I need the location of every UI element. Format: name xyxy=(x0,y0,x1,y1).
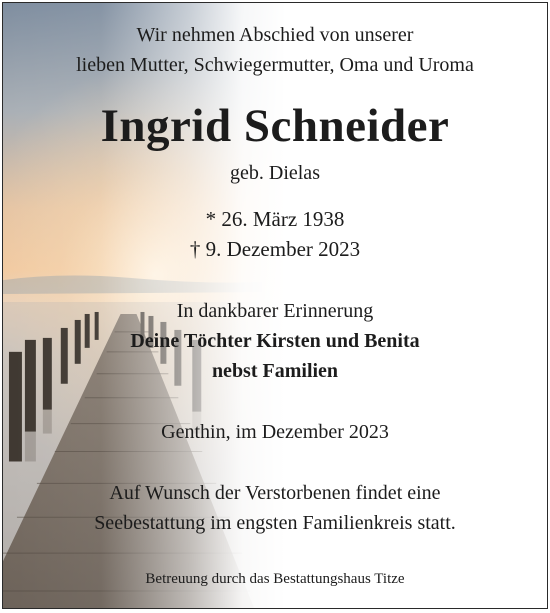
death-date: † 9. Dezember 2023 xyxy=(189,237,361,261)
birth-date: * 26. März 1938 xyxy=(205,207,345,231)
deceased-name: Ingrid Schneider xyxy=(100,100,450,152)
mourners-families: nebst Familien xyxy=(211,360,339,382)
funeral-note-line-1: Auf Wunsch der Verstorbenen findet eine xyxy=(109,482,441,504)
intro-line-1: Wir nehmen Abschied von unserer xyxy=(136,24,414,46)
obituary-card xyxy=(2,2,548,609)
intro-line-2: lieben Mutter, Schwiegermutter, Oma und Uroma xyxy=(76,54,474,76)
obituary-text xyxy=(3,3,547,608)
memory-line: In dankbarer Erinnerung xyxy=(176,300,374,322)
funeral-home-credit: Betreuung durch das Bestattungshaus Titze xyxy=(145,571,405,587)
place-date: Genthin, im Dezember 2023 xyxy=(161,421,389,443)
maiden-name: geb. Dielas xyxy=(230,162,320,184)
mourners-names: Deine Töchter Kirsten und Benita xyxy=(130,330,420,352)
funeral-note-line-2: Seebestattung im engsten Familienkreis statt. xyxy=(94,512,456,534)
